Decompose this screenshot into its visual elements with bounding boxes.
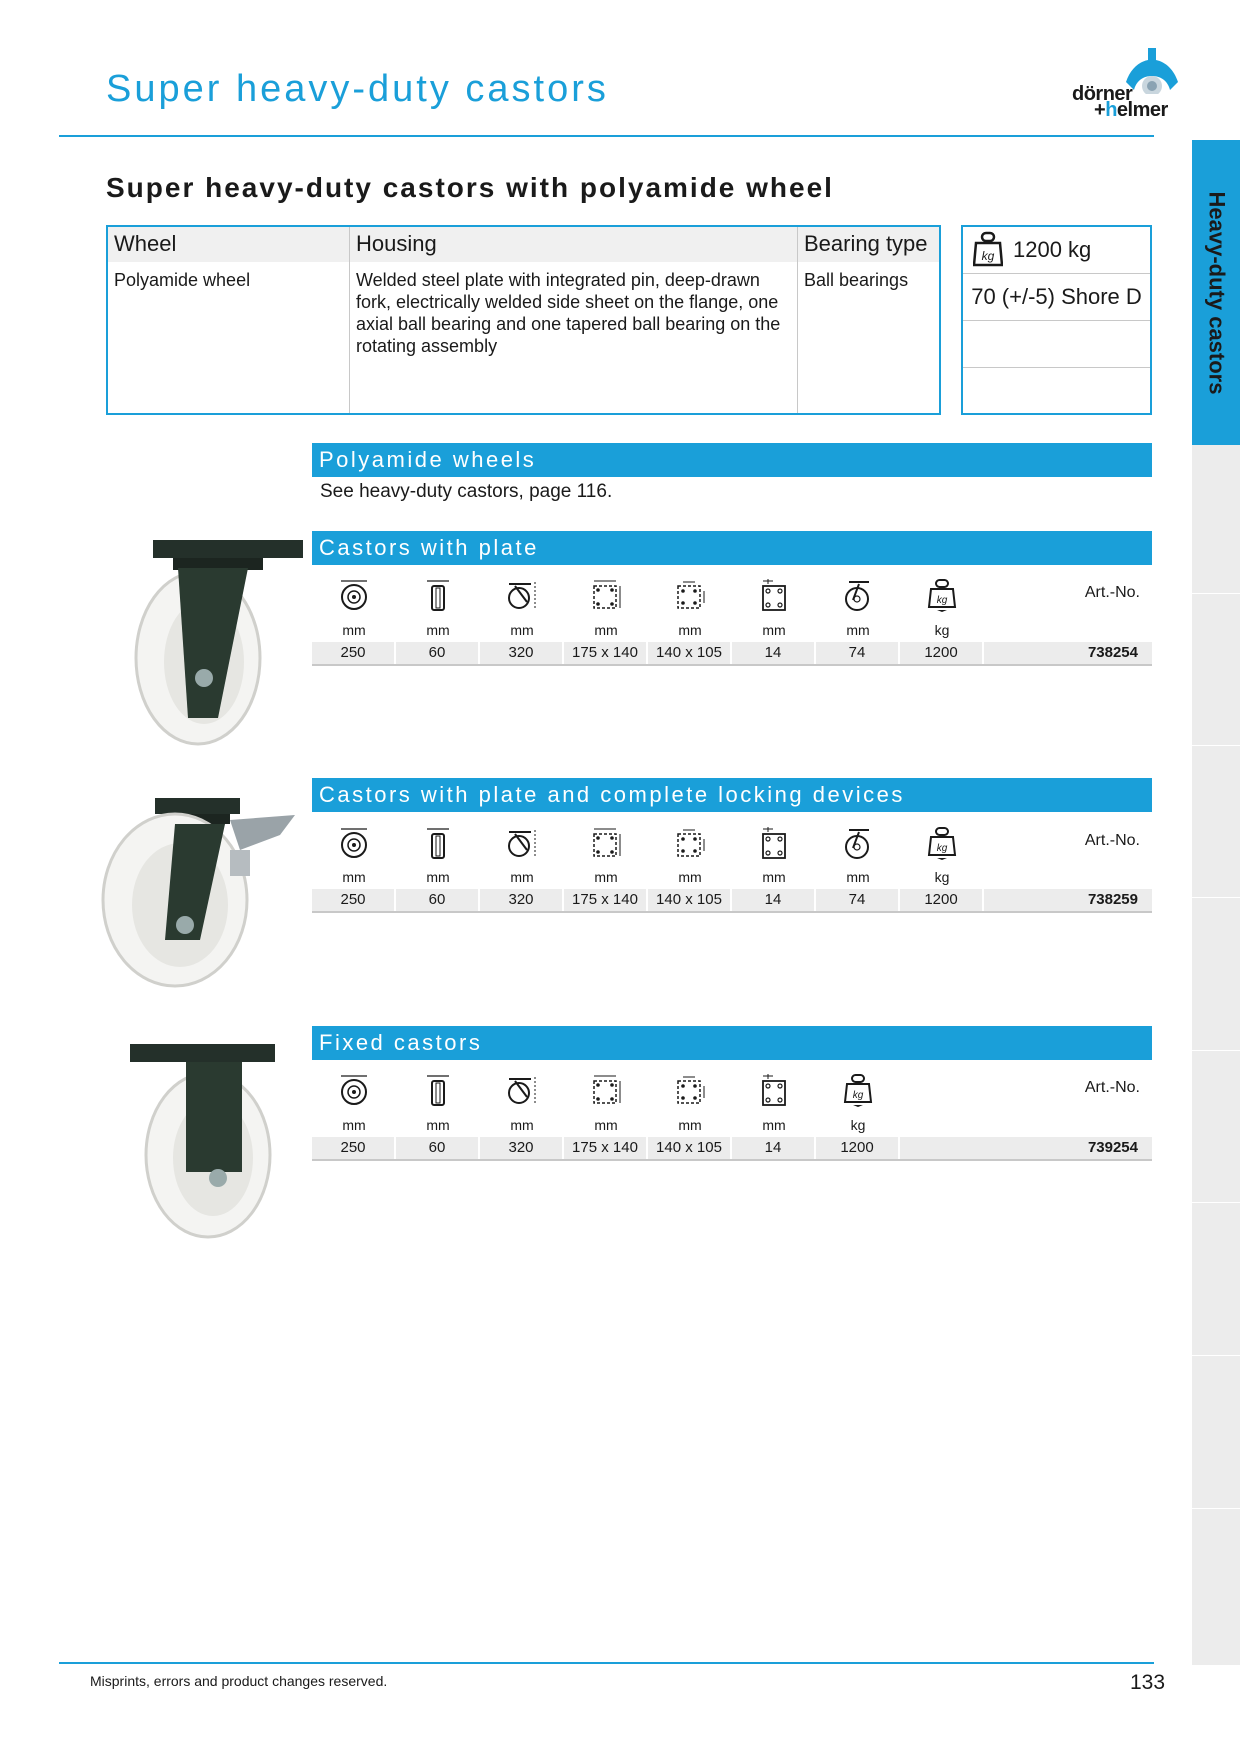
logo-line-1: dörner [1072,83,1133,105]
data-cell: 250 [312,1137,394,1159]
icon-row-locking [312,820,1152,866]
unit-cell: mm [762,622,786,638]
spec-table [106,225,941,415]
load-capacity-icon [900,572,984,618]
unit-cell: kg [934,622,950,638]
rating-empty-row [963,368,1150,415]
unit-cell: mm [342,622,366,638]
overall-height-icon [480,1067,564,1113]
overall-height-icon [480,572,564,618]
table-row [312,889,1152,913]
overall-height-icon [480,820,564,866]
polyamide-note: See heavy-duty castors, page 116. [320,481,613,502]
data-cell: 250 [312,889,394,911]
svg-text:kg: kg [936,843,948,854]
art-no-cell: 738259 [984,889,1152,911]
band-castors-with-locking: Castors with plate and complete locking devices [312,778,1152,812]
bolt-hole-diameter-icon [732,820,816,866]
weight-kg-icon [973,231,1003,269]
plate-size-icon [564,572,648,618]
section-title: Super heavy-duty castors with polyamide wheel [106,172,834,203]
side-tab-divider [1192,593,1240,594]
spec-col-housing [350,227,798,413]
icon-row-fixed [312,1067,1152,1113]
castor-with-locking-photo [100,790,300,990]
wheel-diameter-icon [312,820,396,866]
bolt-hole-diameter-icon [732,572,816,618]
brand-logo [1070,48,1180,124]
data-cell: 175 x 140 [564,642,646,664]
rating-load: 1200 kg [1013,237,1092,262]
spec-col-wheel [108,227,350,413]
logo-h: h [1105,99,1117,121]
spec-value-bearing: Ball bearings [804,270,909,290]
wheel-width-icon [396,820,480,866]
band-polyamide-wheels: Polyamide wheels [312,443,1152,477]
data-cell: 140 x 105 [648,1137,730,1159]
bolt-hole-diameter-icon [732,1067,816,1113]
rating-empty-row [963,321,1150,368]
data-cell: 1200 [816,1137,898,1159]
data-cell: 14 [732,642,814,664]
unit-cell: kg [850,1117,866,1133]
data-cell: 175 x 140 [564,1137,646,1159]
wheel-width-icon [396,572,480,618]
swivel-offset-icon [816,820,900,866]
data-cell: 14 [732,889,814,911]
spec-header-wheel: Wheel [108,227,349,263]
side-tab-divider [1192,1508,1240,1509]
unit-cell: mm [594,869,618,885]
spec-header-housing: Housing [350,227,797,263]
unit-cell: mm [594,1117,618,1133]
wheel-diameter-icon [312,1067,396,1113]
unit-cell: mm [342,869,366,885]
spec-value-housing: Welded steel plate with integrated pin, deep-drawn fork, electrically welded side sheet on the flange, one axial ball bearing and one tapered ball bearing on the rotating assembly [356,270,781,356]
footer-note: Misprints, errors and product changes reserved. [90,1673,388,1689]
artno-label: Art.-No. [1084,1079,1140,1096]
data-cell: 250 [312,642,394,664]
swivel-offset-icon [816,572,900,618]
rating-hardness-row [963,274,1150,321]
data-cell: 320 [480,1137,562,1159]
data-cell: 140 x 105 [648,642,730,664]
data-cell: 1200 [900,889,982,911]
side-tab-divider [1192,1202,1240,1203]
page-number: 133 [1130,1671,1166,1694]
unit-cell: mm [510,869,534,885]
rating-box [961,225,1152,415]
svg-text:kg: kg [852,1090,864,1101]
load-capacity-icon [816,1067,900,1113]
side-tab-divider [1192,745,1240,746]
plate-size-icon [564,820,648,866]
load-capacity-icon [900,820,984,866]
wheel-width-icon [396,1067,480,1113]
rating-hardness: 70 (+/-5) Shore D [971,284,1142,309]
header-rule [59,135,1154,137]
art-no-cell: 739254 [900,1137,1152,1159]
unit-cell: mm [510,622,534,638]
data-cell: 60 [396,642,478,664]
side-tab-divider [1192,1050,1240,1051]
unit-cell: mm [846,869,870,885]
unit-cell: mm [678,1117,702,1133]
unit-row-locking [312,869,1152,889]
unit-cell: mm [594,622,618,638]
unit-cell: mm [342,1117,366,1133]
table-row [312,1137,1152,1161]
bolt-hole-spacing-icon [648,820,732,866]
unit-cell: mm [762,869,786,885]
unit-cell: mm [678,622,702,638]
logo-plus: + [1094,99,1106,121]
side-tab-label: Heavy-duty castors [1204,191,1230,394]
spec-col-bearing [798,227,939,413]
footer-rule [59,1662,1154,1664]
plate-size-icon [564,1067,648,1113]
bolt-hole-spacing-icon [648,572,732,618]
unit-cell: mm [678,869,702,885]
unit-cell: mm [426,1117,450,1133]
unit-cell: mm [426,869,450,885]
artno-label: Art.-No. [1084,584,1140,601]
spec-value-wheel: Polyamide wheel [114,270,251,290]
unit-row-fixed [312,1117,1152,1137]
icon-row-plate [312,572,1152,618]
data-cell: 74 [816,642,898,664]
data-cell: 320 [480,642,562,664]
wheel-diameter-icon [312,572,396,618]
rating-load-row [963,227,1150,274]
svg-text:kg: kg [981,249,995,263]
data-cell: 320 [480,889,562,911]
band-castors-with-plate: Castors with plate [312,531,1152,565]
side-tab-divider [1192,897,1240,898]
data-cell: 1200 [900,642,982,664]
logo-line-2: elmer [1116,99,1168,121]
spec-header-bearing: Bearing type [798,227,939,263]
page-title: Super heavy-duty castors [106,68,609,110]
data-cell: 175 x 140 [564,889,646,911]
data-cell: 14 [732,1137,814,1159]
data-cell: 74 [816,889,898,911]
fixed-castor-photo [128,1040,288,1240]
unit-row-plate [312,622,1152,642]
svg-text:kg: kg [936,595,948,606]
castor-with-plate-photo [118,538,308,748]
unit-cell: mm [846,622,870,638]
table-row [312,642,1152,666]
unit-cell: mm [426,622,450,638]
side-tab-divider [1192,1355,1240,1356]
art-no-cell: 738254 [984,642,1152,664]
bolt-hole-spacing-icon [648,1067,732,1113]
artno-label: Art.-No. [1084,832,1140,849]
data-cell: 140 x 105 [648,889,730,911]
data-cell: 60 [396,1137,478,1159]
data-cell: 60 [396,889,478,911]
unit-cell: mm [510,1117,534,1133]
band-fixed-castors: Fixed castors [312,1026,1152,1060]
unit-cell: mm [762,1117,786,1133]
unit-cell: kg [934,869,950,885]
